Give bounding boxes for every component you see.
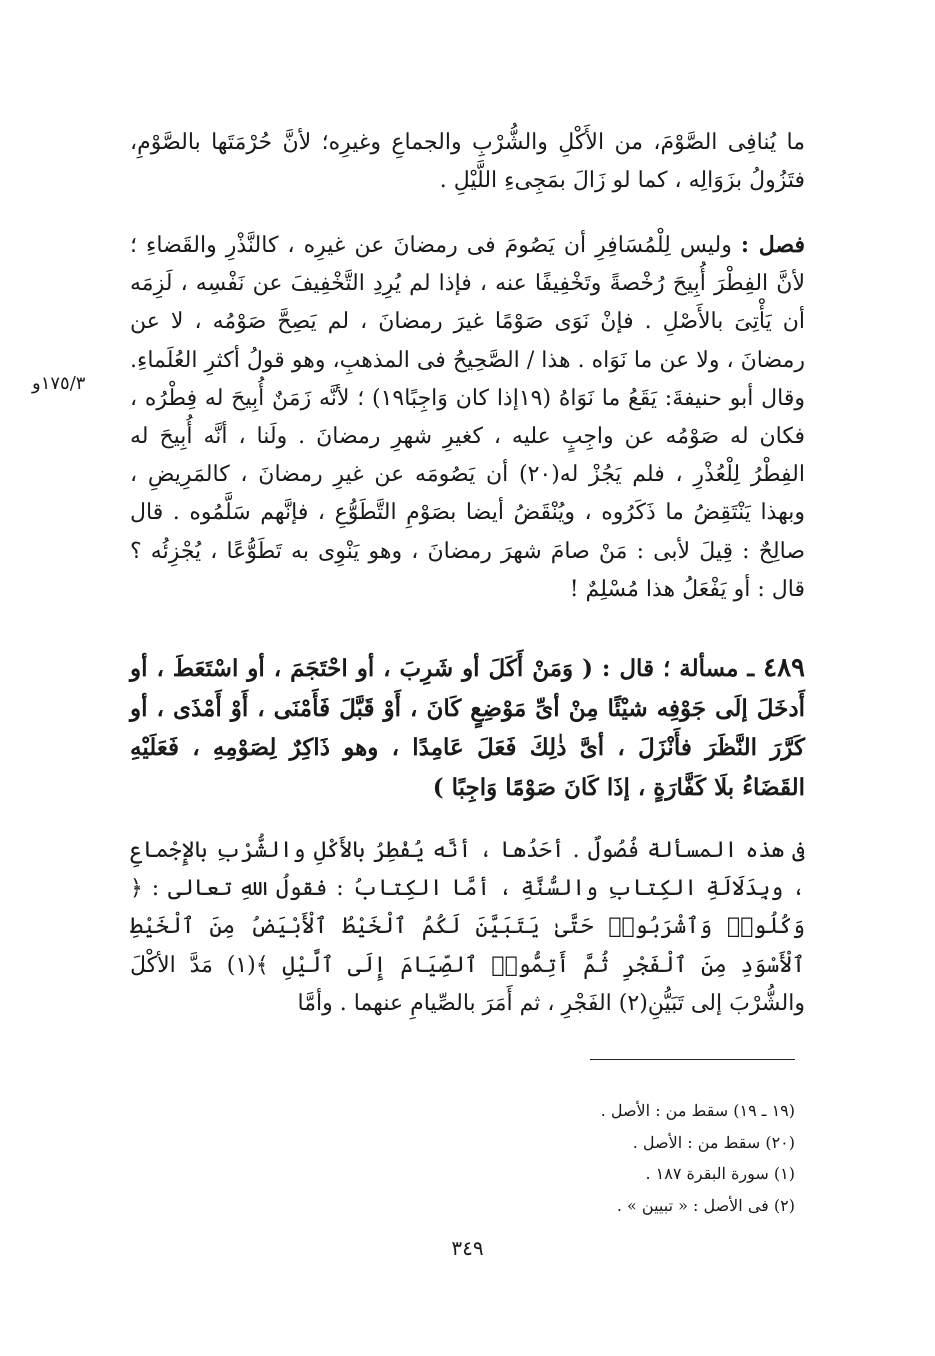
issue-text: مسألة ؛ قال : ( وَمَنْ أَكَلَ أو شَرِبَ ، أو احْتَجَمَ ، أو اسْتَعَطَ ، أو أَدخَلَ إلَى جَوْفِه شيْئًا مِنْ أىِّ مَوْضِعٍ كَانَ ، أَوْ قَبَّلَ فَأَمْنَى ، أَوْ أَمْذَى ، أو كَرَّرَ النَّظَرَ فأَنْزَلَ ، أىَّ ذٰلِكَ فَعَلَ عَامِدًا ، وهو ذَاكِرٌ لِصَوْمِهِ ، فَعَلَيْهِ القَضَاءُ بلَا كَفَّارَةٍ ، إذَا كَانَ صَوْمًا وَاجِبًا ) [130,655,805,801]
paragraph-text: وليس لِلْمُسَافِرِ أن يَصُومَ فى رمضانَ عن غيرِه ، كالنَّذْرِ والقَضاءِ ؛ لأنَّ الفِطْرَ أُبِيحَ رُخْصةً وتَخْفِيفًا عنه ، فإذا لم يُرِدِ التَّخْفِيفَ عن نَفْسِه ، لَزِمَه أن يَأْتِىَ بالأَصْلِ . فإنْ نَوَى صَوْمًا غيرَ رمضانَ ، لم يَصِحَّ صَوْمُه ، لا عن رمضانَ ، ولا عن ما نَوَاه . هذا / الصَّحِيحُ فى المذهبِ، وهو قولُ أكثرِ العُلَماءِ. وقال أبو حنيفةَ: يَقَعُ ما نَوَاهُ (١٩إذا كان وَاجِبًا١٩) ؛ لأنَّه زَمَنٌ أُبِيحَ له فِطْرُه ، فكان له صَوْمُه عن واجِبٍ عليه ، كغيرِ شهرِ رمضانَ . ولَنا ، أنَّه أُبِيحَ له الفِطْرُ لِلْعُذْرِ ، فلم يَجُزْ له(٢٠) أن يَصُومَه عن غيرِ رمضانَ ، كالمَرِيضِ ، وبهذا يَنْتَقِضُ ما ذَكَرُوه ، ويُنْقَضُ أيضا بصَوْمِ التَّطَوُّعِ ، فإنَّهم سَلَّمُوه . قال صالِحٌ : قِيلَ لأبى : مَنْ صامَ شهرَ رمضانَ ، وهو يَنْوِى به تَطَوُّعًا ، يُجْزِئُه ؟ قال : أو يَفْعَلُ هذا مُسْلِمٌ ! [130,233,805,602]
issue-dash: ـ [747,655,755,682]
margin-folio-note: ١٧٥/٣و [32,373,86,394]
paragraph-section [130,226,805,609]
paragraph-continuation [130,124,805,200]
footnote-divider [590,1059,795,1060]
issue-number: ٤٨٩ [763,653,806,683]
paragraph-commentary [130,832,805,1023]
paragraph-text: فى هذه المسألة فُصُولٌ . أحَدُها ، أنَّه يُفْطِرُ بالأَكْلِ والشُّرْبِ بالإِجْماعِ ، وبِدَلَالَةِ الكِتابِ والسُّنَّةِ ، أمَّا الكِتابُ : فقولُ اللهِ تعالى : ﴿ وَكُلُوا۟ وَٱشْرَبُوا۟ حَتَّىٰ يَتَبَيَّنَ لَكُمُ ٱلْخَيْطُ ٱلْأَبْيَضُ مِنَ ٱلْخَيْطِ ٱلْأَسْوَدِ مِنَ ٱلْفَجْرِ ثُمَّ أَتِمُّوا۟ ٱلصِّيَامَ إِلَى ٱلَّيْلِ ﴾(١) مَدَّ الأكْلَ والشُّرْبَ إلى تَبَيُّنِ(٢) الفَجْرِ ، ثم أَمَرَ بالصِّيامِ عنهما . وأمَّا [130,838,805,1016]
footnote-item: (٢٠) سقط من : الأصل . [632,1132,795,1152]
page-number: ٣٤٩ [451,1236,484,1260]
footnote-item: (١) سورة البقرة ١٨٧ . [645,1164,795,1183]
footnote-item: (٢) فى الأصل : « تبيين » . [616,1195,795,1215]
paragraph-text: ما يُنافِى الصَّوْمَ، من الأَكْلِ والشُّرْبِ والجماعِ وغيرِه؛ لأنَّ حُرْمَتَها بالصَّوْمِ، فتَزُولُ بزَوَالِه ، كما لو زَالَ بمَجِىءِ اللَّيْلِ . [130,130,805,194]
section-label: فصل : [740,232,805,258]
footnote-item: (١٩ ـ ١٩) سقط من : الأصل . [600,1101,795,1120]
issue-paragraph [130,649,805,807]
footnotes [395,1095,795,1221]
